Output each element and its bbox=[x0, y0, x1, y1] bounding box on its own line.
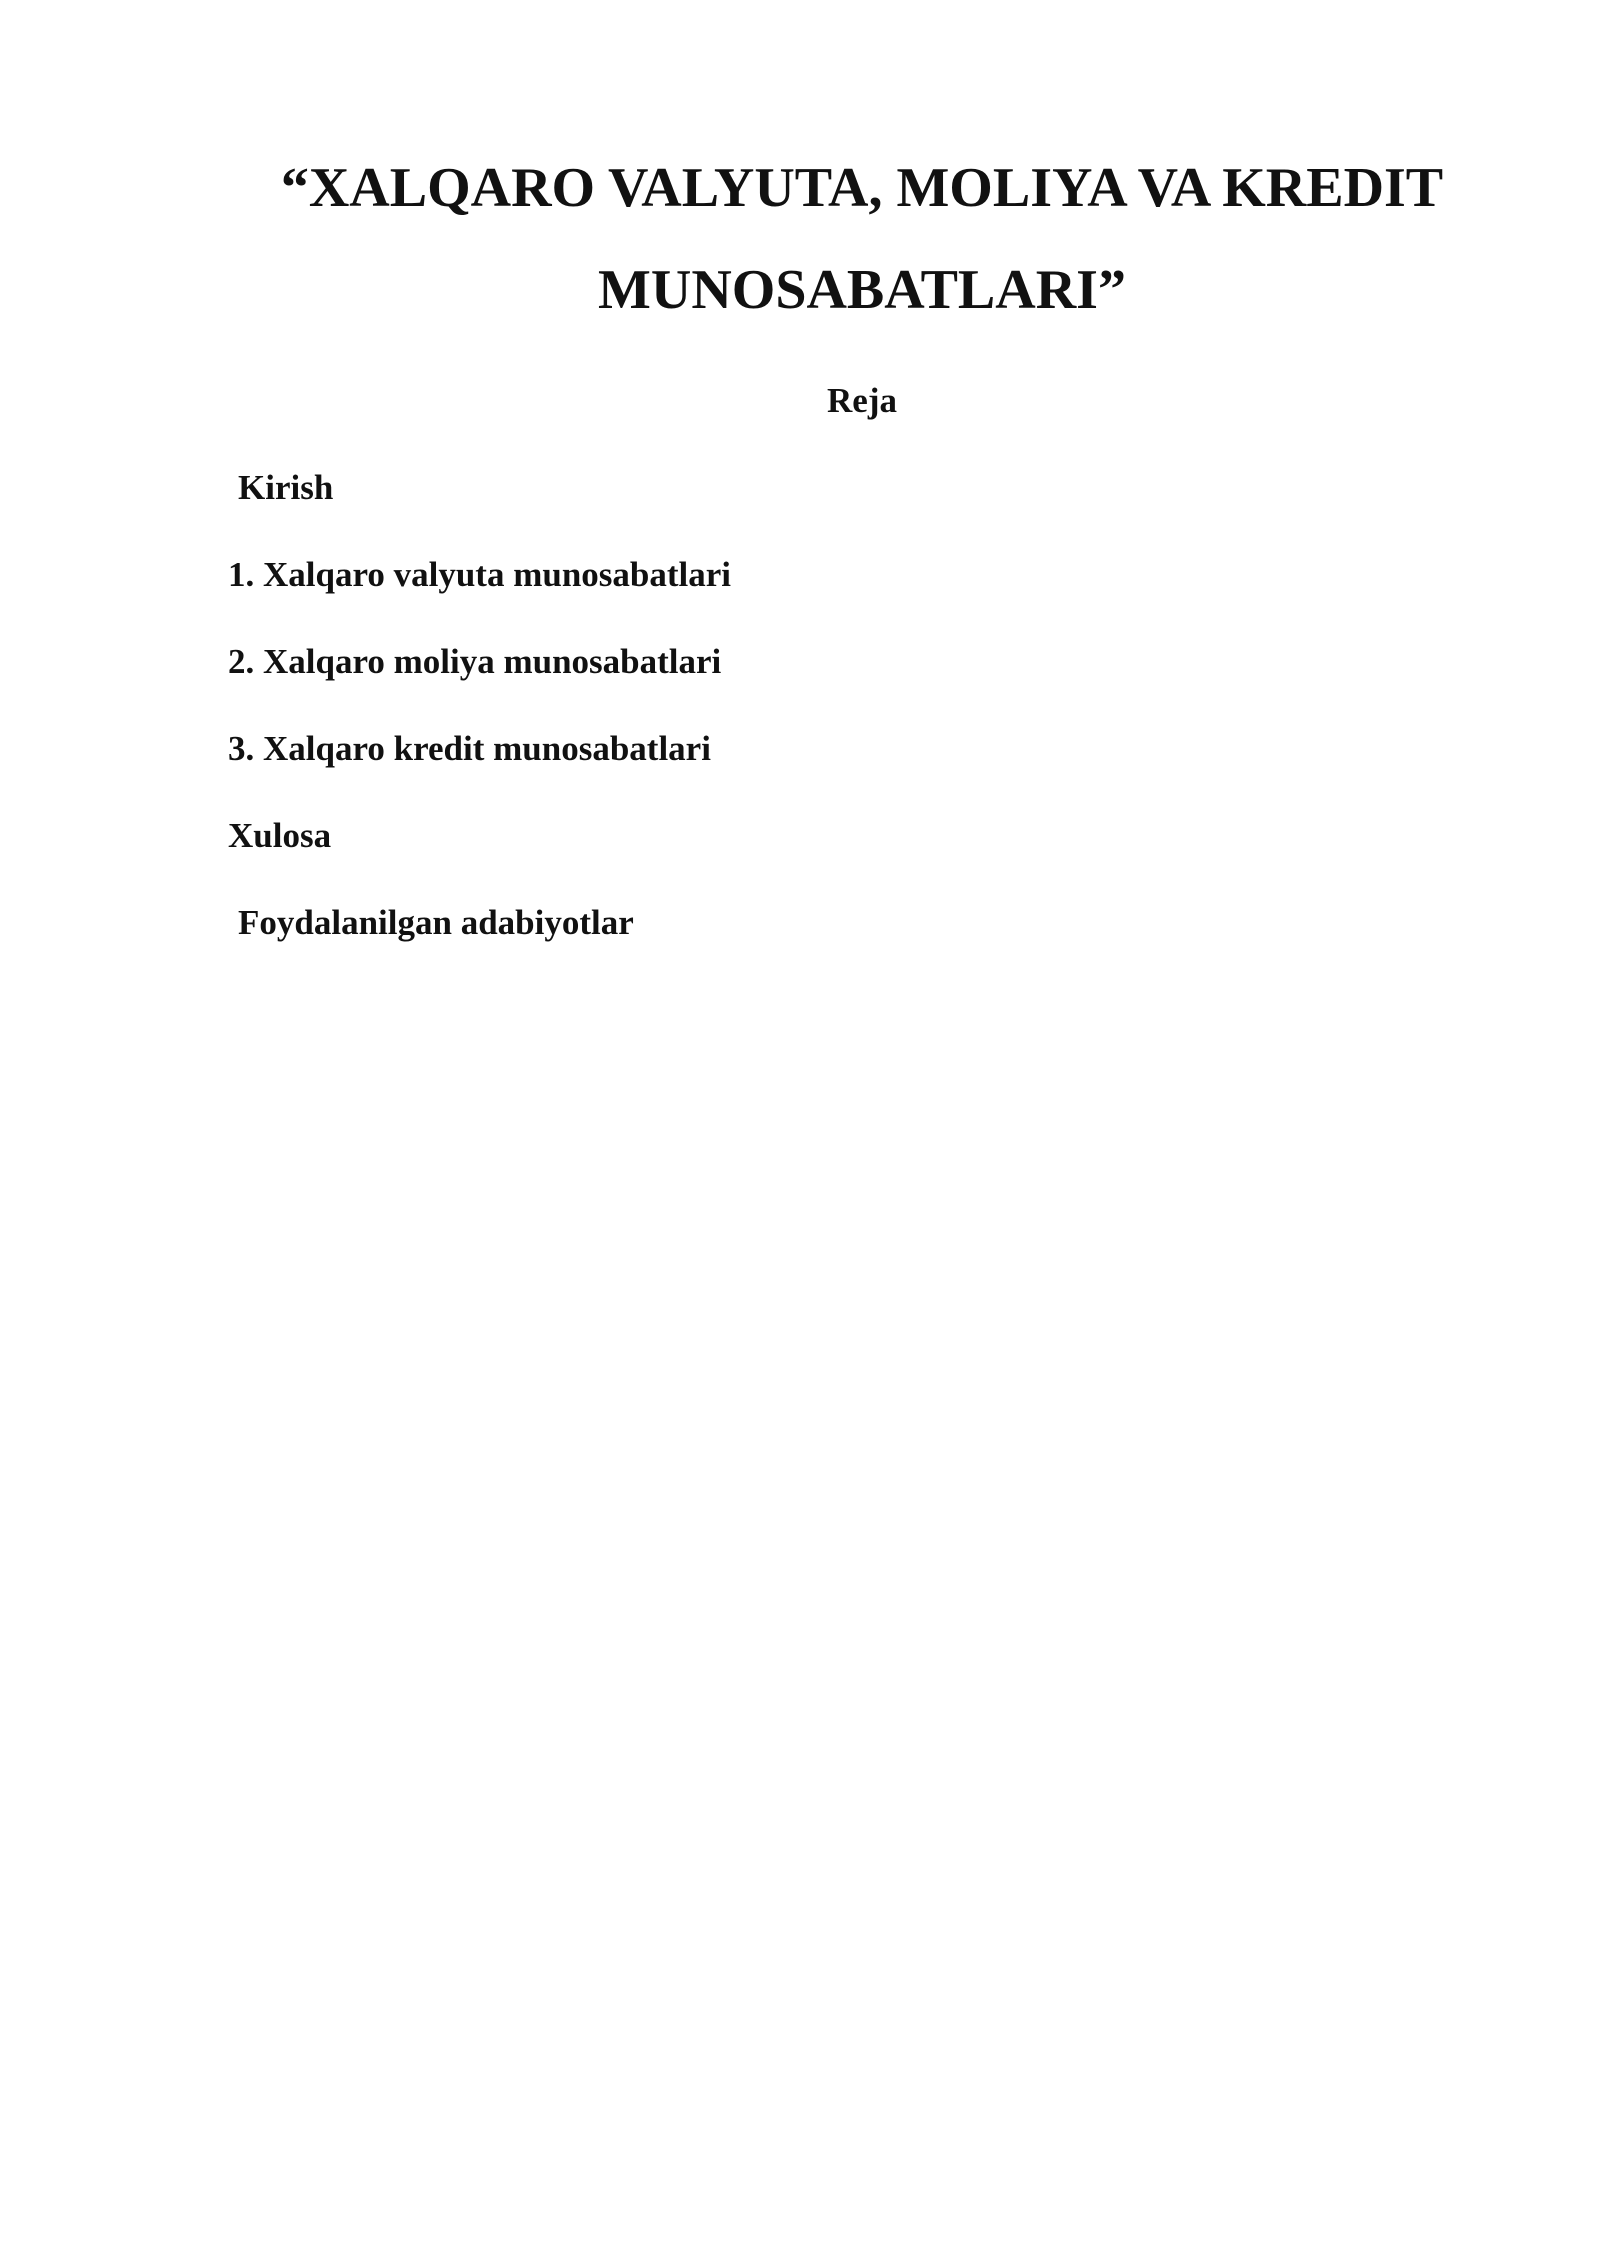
plan-item-currency-relations: 1. Xalqaro valyuta munosabatlari bbox=[228, 555, 732, 594]
document-title-line-1: “XALQARO VALYUTA, MOLIYA VA KREDIT bbox=[280, 157, 1444, 219]
plan-item-credit-relations: 3. Xalqaro kredit munosabatlari bbox=[228, 729, 711, 768]
plan-item-finance-relations: 2. Xalqaro moliya munosabatlari bbox=[228, 642, 722, 681]
plan-item-introduction: Kirish bbox=[238, 468, 334, 507]
plan-heading: Reja bbox=[827, 381, 897, 420]
plan-item-conclusion: Xulosa bbox=[228, 816, 332, 855]
plan-item-references: Foydalanilgan adabiyotlar bbox=[238, 903, 634, 942]
document-title-line-2: MUNOSABATLARI” bbox=[598, 259, 1126, 321]
